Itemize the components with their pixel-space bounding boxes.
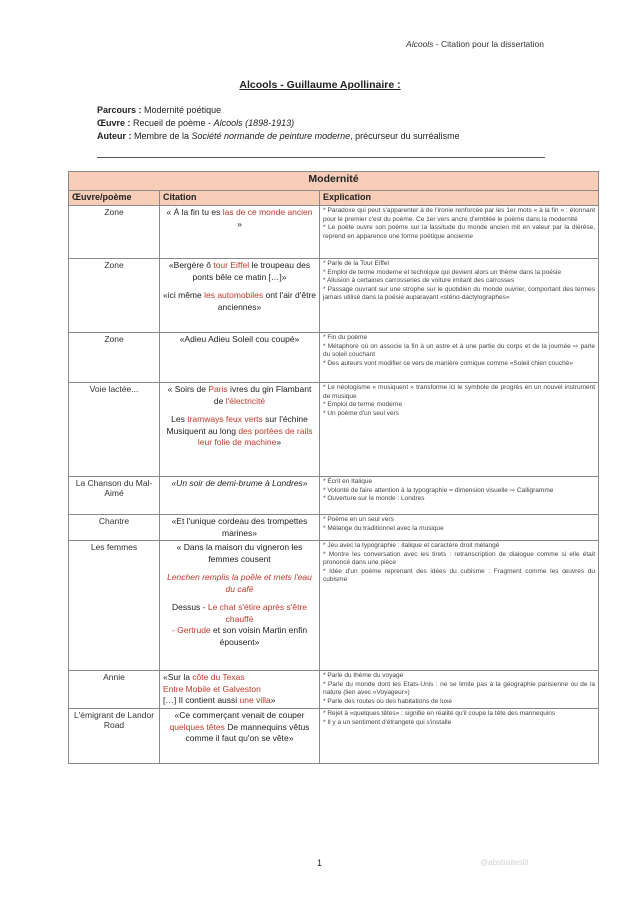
citation-cell: «Bergère ô tour Eiffel le troupeau des ponts bêle ce matin […]» «ici même les automobiles ont l'air d'être anciennes» <box>160 259 320 333</box>
table-row <box>69 259 599 333</box>
explication-cell: * Parle de la Tour Eiffel * Emploi de terme moderne et technique qui devient alors un thème dans la poésie * Allusion à certaines carrosseries de voiture imitant des carrosses * Passage ouvrant sur une strophe sur le quotidien du monde ouvrier, comportant des termes jamais utilisé dans la poésie auparavant «sténo-dactylographes» <box>320 259 599 333</box>
citation-cell: « Dans la maison du vigneron les femmes cousent Lenchen remplis la poêle et mets l'eau du café Dessus - Le chat s'étire après s'être chauffé - Gertrude et son voisin Martin enfin épousent» <box>160 541 320 671</box>
meta-auteur: Auteur : Membre de la Société normande de peinture moderne, précurseur du surréalisme <box>97 131 460 141</box>
document-meta <box>97 104 460 143</box>
col-header-oeuvre: Œuvre/poème <box>69 191 160 206</box>
document-title: Alcools - Guillaume Apollinaire : <box>239 79 401 91</box>
explication-cell: * Le néologisme « musiquent » transforme ici le symbole de progrès en un nouvel instrument de musique * Emploi de terme moderne * Un poème d'un seul vers <box>320 383 599 477</box>
meta-oeuvre: Œuvre : Recueil de poème - Alcools (1898-1913) <box>97 118 295 128</box>
table-row <box>69 671 599 709</box>
table-row <box>69 477 599 515</box>
section-title: Modernité <box>69 172 599 191</box>
page-number: 1 <box>317 858 323 868</box>
explication-cell: * Parle du thème du voyage * Parle du monde dont les Etats-Unis : ne se limite pas à la géographie parisienne ou de la nature (lien avec «Voyageur») * Parle des routes ou des habitations de luxe <box>320 671 599 709</box>
explication-cell: * Écrit en Italique * Volonté de faire attention à la typographie = dimension visuelle ⇨ Calligramme * Ouverture sur le monde : Londres <box>320 477 599 515</box>
oeuvre-cell: Zone <box>69 206 160 259</box>
table-row <box>69 515 599 541</box>
table-row <box>69 541 599 671</box>
oeuvre-cell: Voie lactée... <box>69 383 160 477</box>
citation-cell: «Ce commerçant venait de couper quelques têtes De mannequins vêtus comme il faut qu'on se vête» <box>160 709 320 764</box>
oeuvre-cell: Les femmes <box>69 541 160 671</box>
citation-cell: « Soirs de Paris ivres du gin Flambant de l'électricité Les tramways feux verts sur l'échine Musiquent au long des portées de rails leur folie de machine» <box>160 383 320 477</box>
explication-cell: * Jeu avec la typographie : italique et caractère droit mélangé * Montre les conversation avec les tirets : retranscription de dialogue comme si elle était prononcé dans une pièce * Idée d'un poème reprenant des idées du cubisme : Fragment comme les œuvres du cubisme <box>320 541 599 671</box>
explication-cell: * Fin du poème * Métaphore où on associe la fin à un astre et à une partie du corps et de la journée ⇨ parle du soleil couchant * Des auteurs vont modifier ce vers de manière comique comme «Soleil chien couché» <box>320 333 599 383</box>
citations-table <box>68 171 599 764</box>
citation-cell: «Et l'unique cordeau des trompettes marines» <box>160 515 320 541</box>
oeuvre-cell: La Chanson du Mal-Aimé <box>69 477 160 515</box>
oeuvre-cell: Chantre <box>69 515 160 541</box>
explication-cell: * Poème en un seul vers * Mélange du traditionnel avec la musique <box>320 515 599 541</box>
meta-parcours: Parcours : Modernité poétique <box>97 105 222 115</box>
table-row <box>69 206 599 259</box>
explication-cell: * Rejet à «quelques têtes» : signifie en réalité qu'il coupe la tête des mannequins * Il y a un sentiment d'étrangeté qui s'installe <box>320 709 599 764</box>
oeuvre-cell: L'émigrant de Landor Road <box>69 709 160 764</box>
citation-cell: « À la fin tu es las de ce monde ancien » <box>160 206 320 259</box>
separator-line <box>97 157 545 158</box>
table-row <box>69 383 599 477</box>
watermark: @abstraiteslit <box>480 858 529 867</box>
table-row <box>69 709 599 764</box>
citation-cell: «Sur la côte du Texas Entre Mobile et Galveston […] Il contient aussi une villa» <box>160 671 320 709</box>
citation-cell: «Un soir de demi-brume à Londres» <box>160 477 320 515</box>
col-header-citation: Citation <box>160 191 320 206</box>
oeuvre-cell: Zone <box>69 333 160 383</box>
running-header: Alcools - Citation pour la dissertation <box>406 39 544 49</box>
oeuvre-cell: Annie <box>69 671 160 709</box>
citation-cell: «Adieu Adieu Soleil cou coupé» <box>160 333 320 383</box>
explication-cell: * Paradoxe qui peut s'apparenter à de l'ironie renforcée par les 1er mots « à la fin » : étonnant pour le premier c'est du poème. Ce 1er vers ancre d'emblée le poème dans la modernité * Le poète ouvre son poème sur la lassitude du monde ancien mit en valeur par la diérèse, reprend en apparence une forme poétique ancienne <box>320 206 599 259</box>
table-row <box>69 333 599 383</box>
oeuvre-cell: Zone <box>69 259 160 333</box>
col-header-explication: Explication <box>320 191 599 206</box>
